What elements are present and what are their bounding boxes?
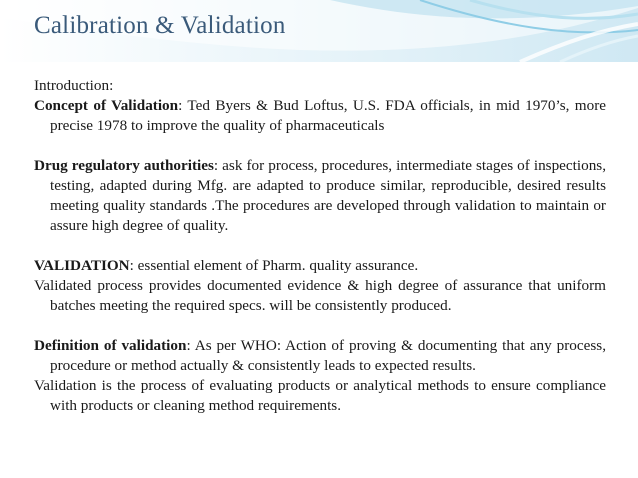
paragraph-text: : As per WHO: Action of proving & documenting that any process, procedure or method actually & consistently leads to expected results. — [50, 337, 606, 374]
paragraph-validation — [34, 256, 606, 276]
term-label: Drug regulatory authorities — [34, 157, 214, 174]
paragraph-validation-process — [34, 376, 606, 416]
paragraph-text: : Ted Byers & Bud Loftus, U.S. FDA officials, in mid 1970’s, more precise 1978 to improve the quality of pharmaceuticals — [50, 97, 606, 134]
paragraph-text: : essential element of Pharm. quality assurance. — [129, 257, 419, 274]
paragraph-text: : ask for process, procedures, intermediate stages of inspections, testing, adapted during Mfg. are adapted to produce similar, reproducible, desired results meeting quality standards .The procedures are developed through validation to maintain or assure high degree of quality. — [50, 157, 606, 234]
paragraph-text: Validation is the process of evaluating products or analytical methods to ensure compliance with products or cleaning method requirements. — [34, 377, 606, 414]
paragraph-validated-process — [34, 276, 606, 316]
paragraph-drug-regulatory-authorities — [34, 156, 606, 236]
term-label: Concept of Validation — [34, 97, 179, 114]
term-label: VALIDATION — [34, 257, 130, 274]
paragraph-concept-of-validation — [34, 96, 606, 136]
slide-body — [34, 76, 606, 416]
paragraph-definition-of-validation — [34, 336, 606, 376]
slide-title: Calibration & Validation — [34, 12, 286, 39]
intro-heading: Introduction: — [34, 77, 114, 94]
paragraph-text: Validated process provides documented evidence & high degree of assurance that uniform batches meeting the required specs. will be consistently produced. — [34, 277, 606, 314]
term-label: Definition of validation — [34, 337, 187, 354]
